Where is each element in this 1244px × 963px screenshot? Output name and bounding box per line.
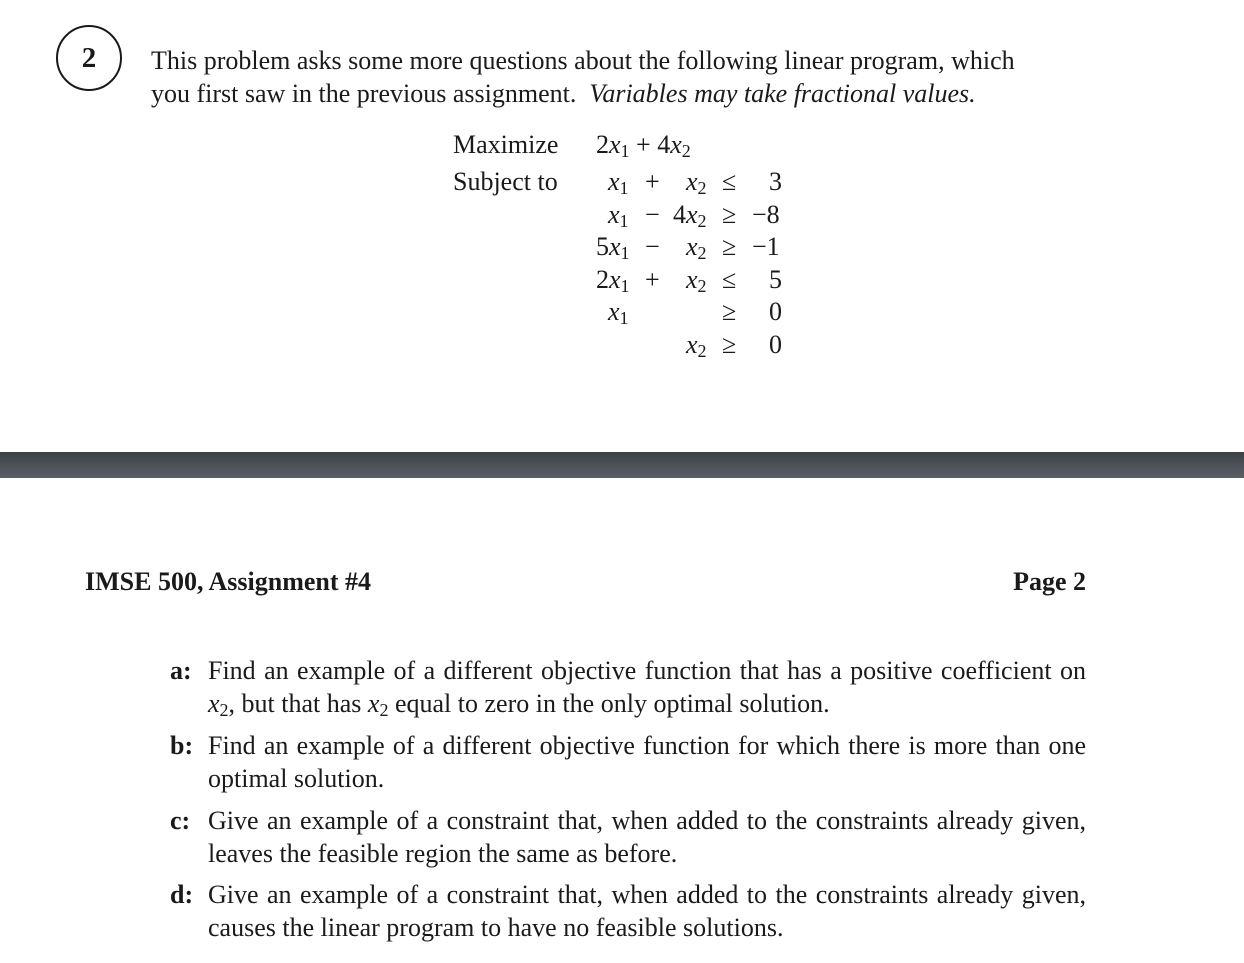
question-label: d: <box>170 880 194 909</box>
c1-op: + <box>645 167 660 196</box>
c5-rhs: 0 <box>769 297 782 326</box>
page-break-bar <box>0 452 1244 478</box>
c2-rhs: −8 <box>752 200 780 229</box>
question-d <box>170 878 1086 944</box>
c2-x1: $x_1$ <box>608 200 629 231</box>
c3-rel: ≥ <box>722 232 737 261</box>
c3-rhs: −1 <box>752 232 780 261</box>
subject-to-label: Subject to <box>453 167 558 196</box>
c1-rhs: 3 <box>769 167 782 196</box>
question-label: b: <box>170 731 194 760</box>
question-b <box>170 729 1086 795</box>
c6-x2: $x_2$ <box>686 330 707 361</box>
question-label: a: <box>170 656 192 685</box>
question-a <box>170 654 1086 720</box>
problem-number: 2 <box>56 25 122 91</box>
question-text: Find an example of a different objective function for which there is more than one optimal solution. <box>208 731 1086 793</box>
question-label: c: <box>170 806 191 835</box>
intro-line-1: This problem asks some more questions about the following linear program, which <box>151 46 1015 75</box>
c3-op: − <box>645 232 660 261</box>
page-number: Page 2 <box>1013 567 1086 596</box>
problem-intro <box>151 44 1091 110</box>
c4-x2: $x_2$ <box>686 265 707 296</box>
c4-x1: $2x_1$ <box>596 265 630 296</box>
maximize-label: Maximize <box>453 130 559 159</box>
c2-op: − <box>645 200 660 229</box>
c2-x2: $4x_2$ <box>673 200 707 231</box>
c5-x1: $x_1$ <box>608 297 629 328</box>
c6-rhs: 0 <box>769 330 782 359</box>
intro-line-2: you first saw in the previous assignment. Variables may take fractional values. <box>151 79 976 108</box>
c4-op: + <box>645 265 660 294</box>
c5-rel: ≥ <box>722 297 737 326</box>
page-top <box>0 0 1244 452</box>
c3-x2: $x_2$ <box>686 232 707 263</box>
c4-rel: ≤ <box>722 265 737 294</box>
c1-rel: ≤ <box>722 167 737 196</box>
c4-rhs: 5 <box>769 265 782 294</box>
question-c <box>170 804 1086 870</box>
c6-rel: ≥ <box>722 330 737 359</box>
question-text: Find an example of a different objective function that has a positive coefficient on $x_2$, but that has $x_2$ equal to zero in the only optimal solution. <box>208 656 1086 720</box>
course-header: IMSE 500, Assignment #4 <box>85 567 372 596</box>
c1-x1: $x_1$ <box>608 167 629 198</box>
question-text: Give an example of a constraint that, when added to the constraints already given, leaves the feasible region the same as before. <box>208 806 1086 868</box>
objective-function: $2x_1 + 4x_2$ <box>596 130 691 161</box>
c1-x2: $x_2$ <box>686 167 707 198</box>
question-text: Give an example of a constraint that, when added to the constraints already given, causes the linear program to have no feasible solutions. <box>208 880 1086 942</box>
c3-x1: $5x_1$ <box>596 232 630 263</box>
c2-rel: ≥ <box>722 200 737 229</box>
